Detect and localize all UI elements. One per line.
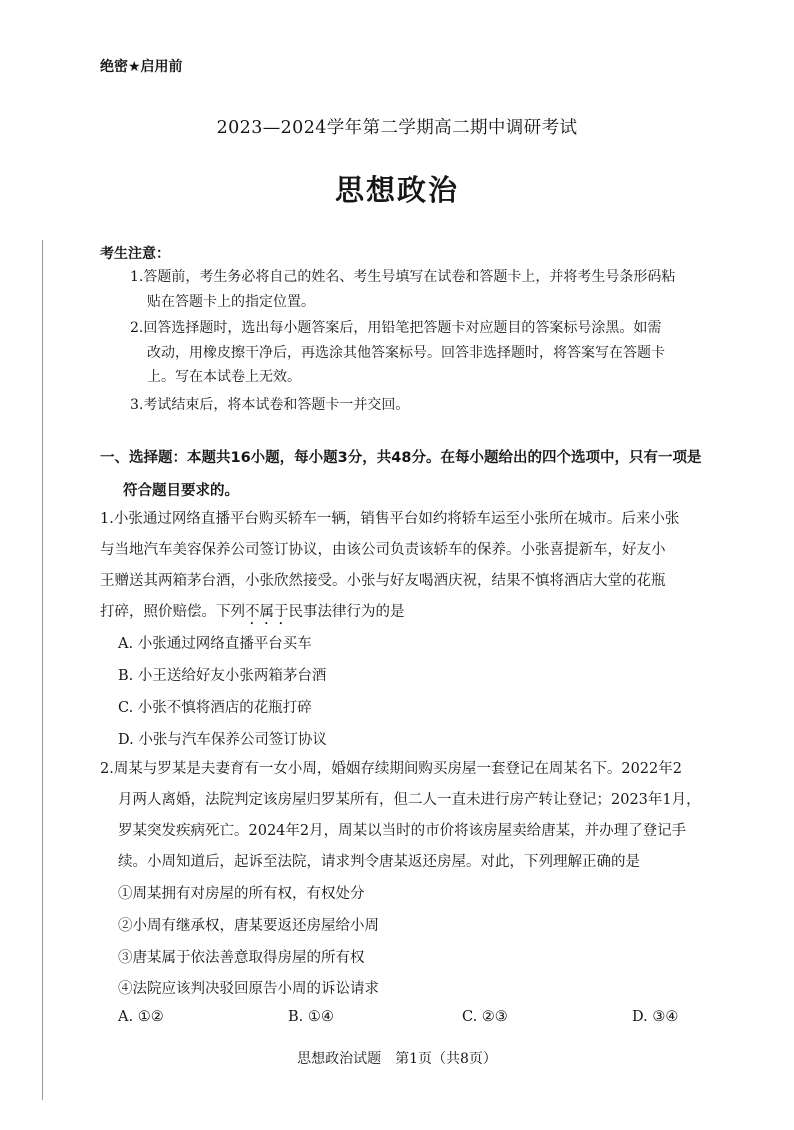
question-text: 小张通过网络直播平台购买轿车一辆，销售平台如约将轿车运至小张所在城市。后来小张 [113, 511, 680, 527]
q2-choice-c: C. ②③ [462, 1009, 508, 1025]
notice-item-3 [130, 393, 762, 418]
question-text: 打碎，照价赔偿。下列 [100, 604, 245, 620]
q2-statement-1: ①周某拥有对房屋的所有权，有权处分 [118, 886, 365, 902]
section-heading-line: 符合题目要求的。 [123, 483, 239, 499]
section-heading [100, 442, 760, 508]
q1-option-a: A. 小张通过网络直播平台买车 [118, 636, 312, 652]
notice-item-number: 1. [130, 269, 144, 285]
notice-item-number: 3. [130, 397, 144, 413]
notice-item-1 [130, 265, 762, 314]
question-number: 1. [100, 511, 114, 527]
exam-title: 2023—2024学年第二学期高二期中调研考试 [216, 118, 578, 138]
question-text-last [100, 597, 760, 628]
page-footer: 思想政治试题 第1页（共8页） [297, 1051, 497, 1067]
q2-choice-a: A. ①② [118, 1009, 164, 1025]
notice-item-text: 改动，用橡皮擦干净后，再选涂其他答案标号。回答非选择题时，将答案写在答题卡 [147, 344, 665, 361]
notice-item-text: 贴在答题卡上的指定位置。 [147, 293, 315, 310]
question-text: 续。小周知道后，起诉至法院，请求判令唐某返还房屋。对此，下列理解正确的是 [118, 854, 640, 870]
question-text: 周某与罗某是夫妻育有一女小周，婚姻存续期间购买房屋一套登记在周某名下。2022年2 [113, 761, 682, 777]
q1-option-b: B. 小王送给好友小张两箱茅台酒 [118, 668, 327, 684]
question-text: 月两人离婚，法院判定该房屋归罗某所有，但二人一直未进行房产转让登记；2023年1月， [118, 792, 701, 808]
notice-item-text: 考试结束后，将本试卷和答题卡一并交回。 [143, 397, 410, 413]
subject-title: 思想政治 [334, 173, 459, 207]
question-text: 民事法律行为的是 [288, 604, 405, 620]
confidential-label: 绝密★启用前 [100, 59, 183, 75]
question-text: 与当地汽车美容保养公司签订协议，由该公司负责该轿车的保养。小张喜提新车，好友小 [100, 542, 666, 558]
section-heading-line: 一、选择题：本题共16小题，每小题3分，共48分。在每小题给出的四个选项中，只有一项是 [100, 450, 702, 466]
emphasized-keyword: 不属于 [245, 604, 289, 620]
q2-statement-2: ②小周有继承权，唐某要返还房屋给小周 [118, 918, 379, 934]
q2-choice-d: D. ③④ [632, 1009, 679, 1025]
question-text: 王赠送其两箱茅台酒，小张欣然接受。小张与好友喝酒庆祝，结果不慎将酒店大堂的花瓶 [100, 573, 666, 589]
q2-choice-b: B. ①④ [288, 1009, 334, 1025]
q1-option-c: C. 小张不慎将酒店的花瓶打碎 [118, 700, 312, 716]
q1-option-d: D. 小张与汽车保养公司签订协议 [118, 732, 327, 748]
margin-rule [42, 240, 43, 1100]
question-1 [100, 504, 760, 628]
notice-item-text: 上。写在本试卷上无效。 [147, 369, 301, 385]
q2-statement-3: ③唐某属于依法善意取得房屋的所有权 [118, 950, 365, 966]
notice-heading: 考生注意： [100, 246, 170, 262]
q2-statement-4: ④法院应该判决驳回原告小周的诉讼请求 [118, 981, 379, 997]
notice-item-2 [130, 316, 762, 390]
notice-item-number: 2. [130, 320, 144, 336]
notice-item-text: 回答选择题时，选出每小题答案后，用铅笔把答题卡对应题目的答案标号涂黑。如需 [143, 320, 662, 336]
question-2 [100, 754, 760, 878]
question-text: 罗某突发疾病死亡。2024年2月，周某以当时的市价将该房屋卖给唐某，并办理了登记手 [118, 823, 687, 839]
notice-item-text: 答题前，考生务必将自己的姓名、考生号填写在试卷和答题卡上，并将考生号条形码粘 [143, 269, 676, 285]
question-number: 2. [100, 761, 114, 777]
